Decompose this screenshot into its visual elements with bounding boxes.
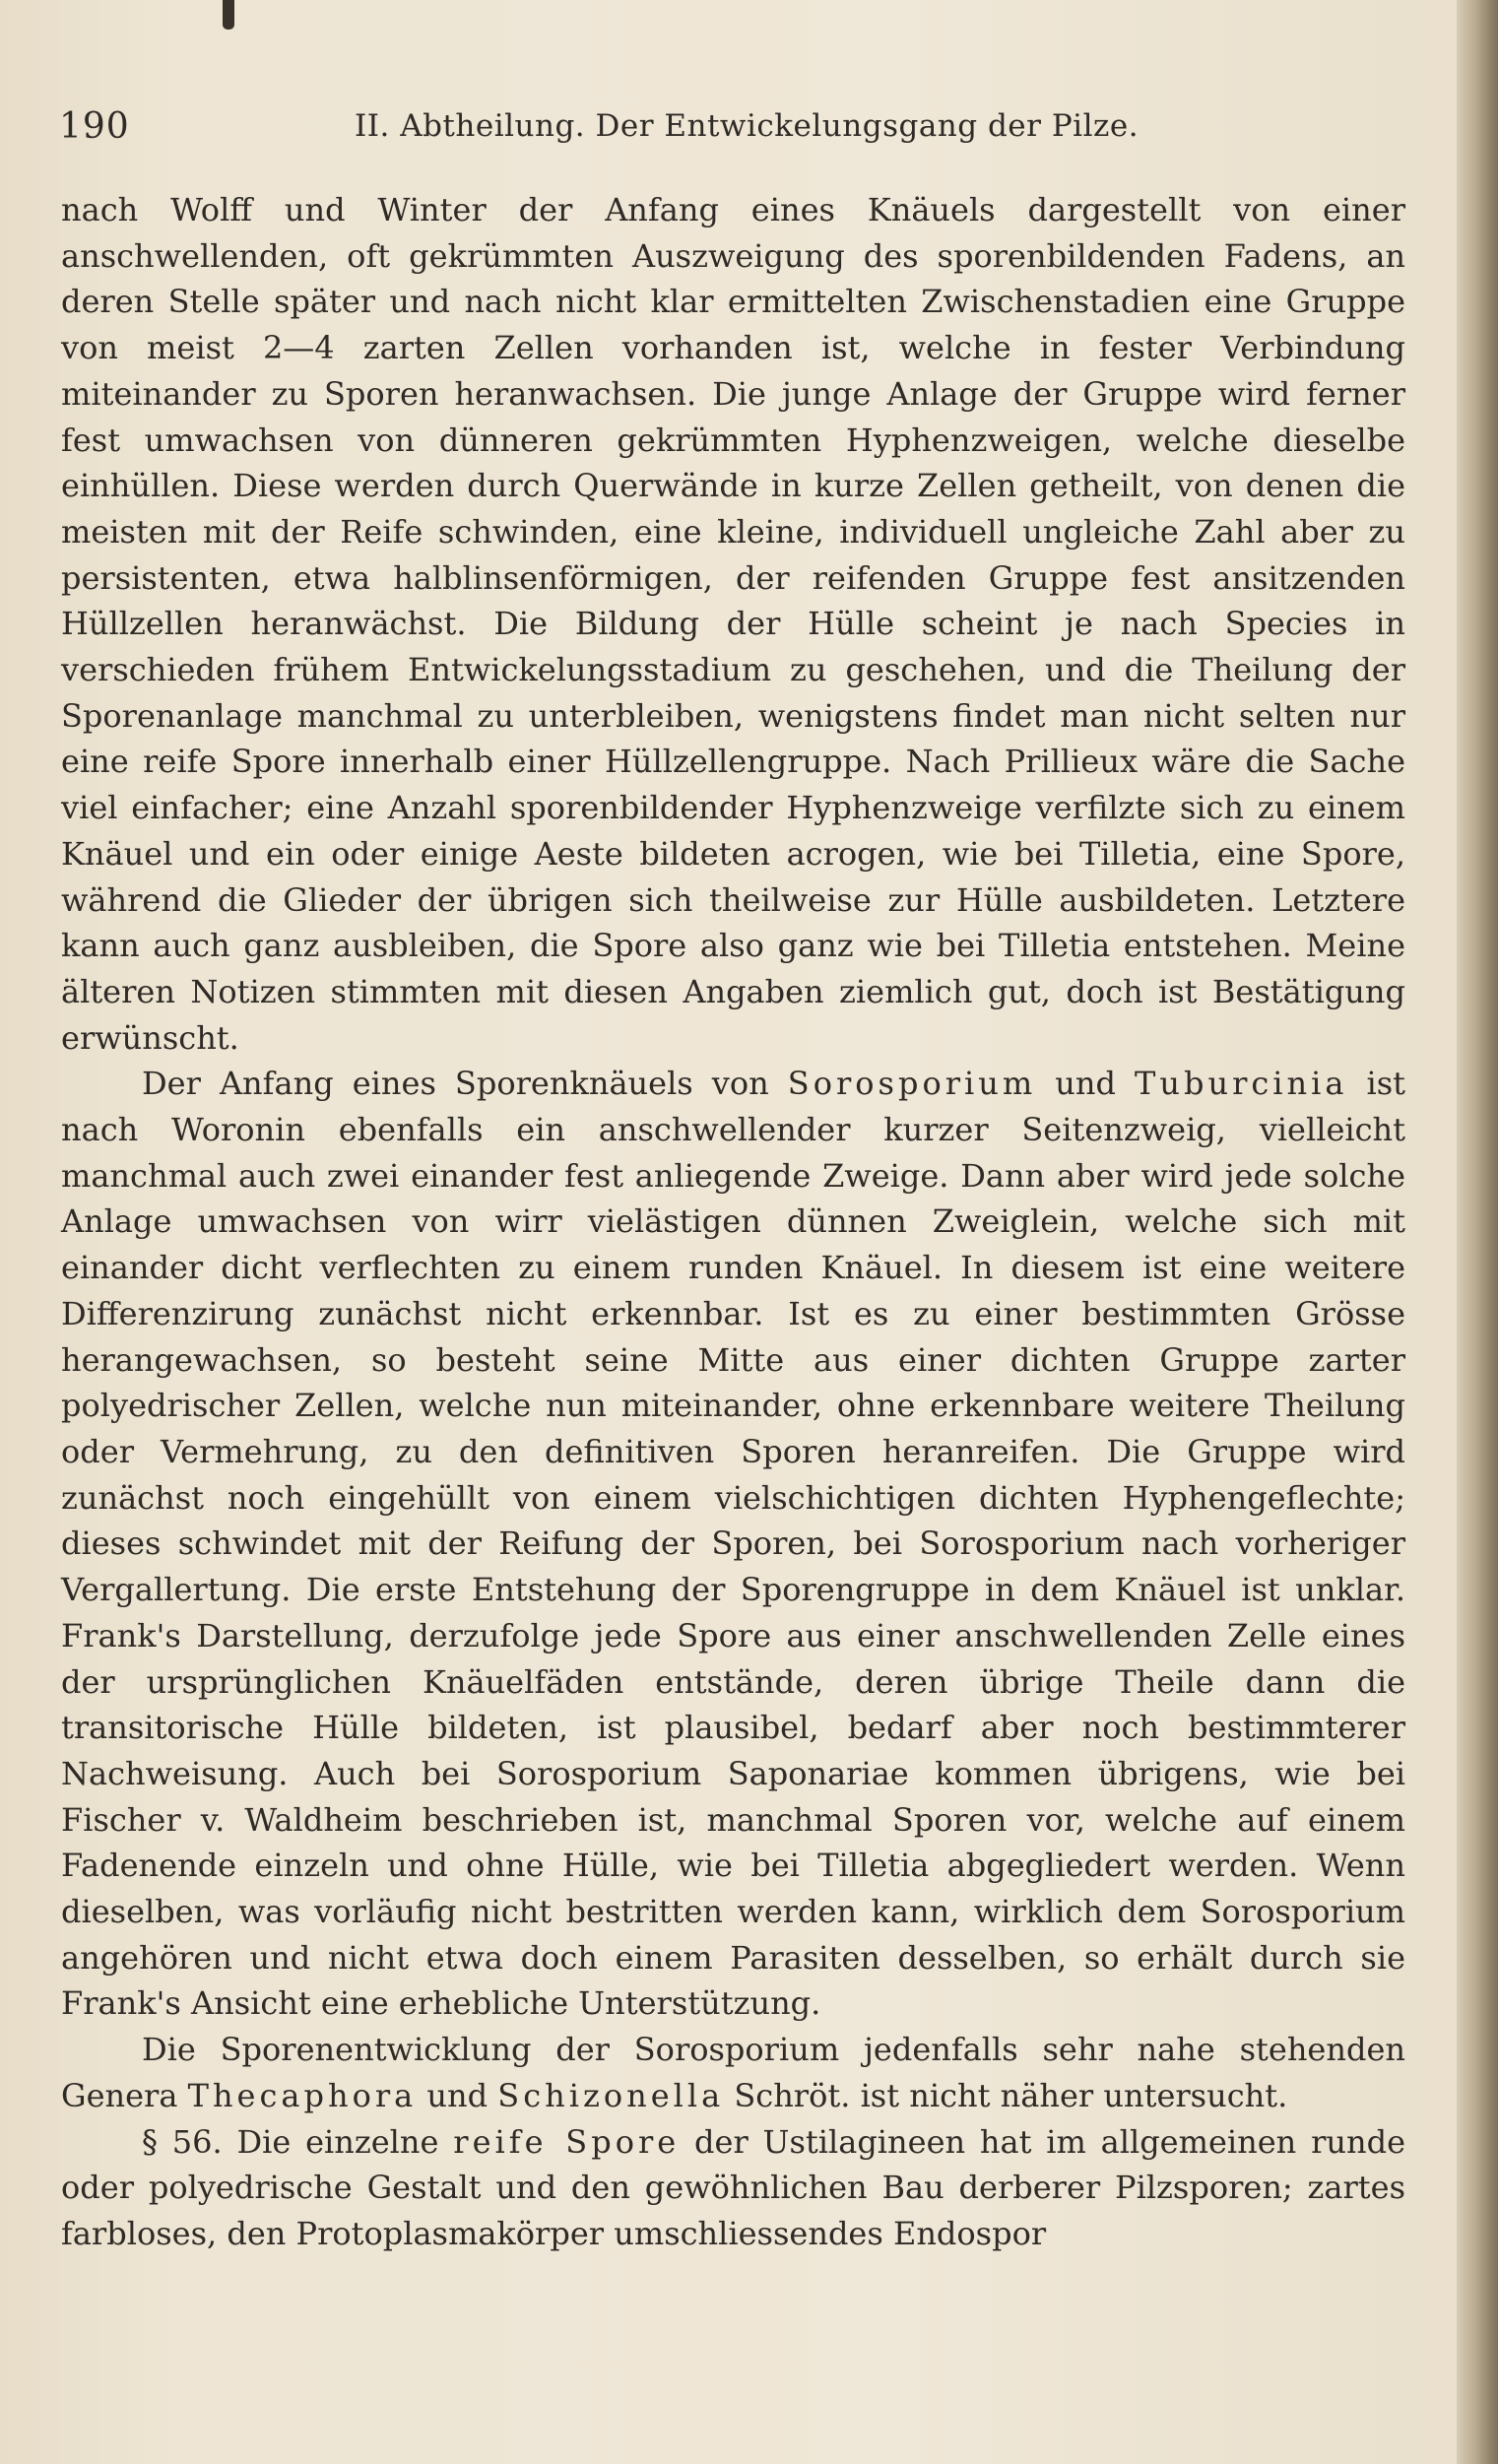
genus-name: Sorosporium (787, 1065, 1037, 1103)
paragraph-text: und (1055, 1065, 1116, 1103)
page-edge-shadow (1457, 0, 1498, 2464)
genus-name: Thecaphora (187, 2076, 418, 2114)
paragraph-text: und (426, 2076, 488, 2114)
paragraph-text: Schröt. ist nicht näher untersucht. (734, 2076, 1288, 2114)
paragraph-text: der Ustilagineen hat im allgemeinen runde oder polyedrische Gestalt und den gewöhnlichen Bau derberer Pilzsporen; zartes farbloses, den Protoplasmakörper umschliessendes Endospor (61, 2122, 1406, 2252)
paragraph-text: Der Anfang eines Sporenknäuels von (142, 1065, 769, 1103)
paragraph-text: ist nach Woronin ebenfalls ein anschwellender kurzer Seitenzweig, vielleicht manchmal auch zwei einander fest anliegende Zweige. Dann aber wird jede solche Anlage umwachsen von wirr vielästigen dünnen Zweiglein, welche sich mit einander dicht verflechten zu einem runden Knäuel. In diesem ist eine weitere Differenzirung zunächst nicht erkennbar. Ist es zu einer bestimmten Grösse herangewachsen, so besteht seine Mitte aus einer dichten Gruppe zarter polyedrischer Zellen, welche nun miteinander, ohne erkennbare weitere Theilung oder Vermehrung, zu den definitiven Sporen heranreifen. Die Gruppe wird zunächst noch eingehüllt von einem vielschichtigen dichten Hyphengeflechte; dieses schwindet mit der Reifung der Sporen, bei Sorosporium nach vorheriger Vergallertung. Die erste Entstehung der Sporengruppe in dem Knäuel ist unklar. Frank's Darstellung, derzufolge jede Spore aus einer anschwellenden Zelle eines der ursprünglichen Knäuelfäden entstände, deren übrige Theile dann die transitorische Hülle bildeten, ist plausibel, bedarf aber noch bestimmterer Nachweisung. Auch bei Sorosporium Saponariae kommen übrigens, wie bei Fischer v. Waldheim beschrieben ist, manchmal Sporen vor, welche auf einem Fadenende einzeln und ohne Hülle, wie bei Tilletia abgegliedert werden. Wenn dieselben, was vorläufig nicht bestritten werden kann, wirklich dem Sorosporium angehören und nicht etwa doch einem Parasiten desselben, so erhält durch sie Frank's Ansicht eine erhebliche Unterstützung. (61, 1065, 1406, 2023)
page-header (59, 106, 1408, 156)
genus-name: Tuburcinia (1135, 1065, 1348, 1103)
genus-name: Schizonella (497, 2076, 725, 2114)
paragraph-text: § 56. Die einzelne (142, 2122, 439, 2161)
running-head: II. Abtheilung. Der Entwickelungsgang der Pilze. (355, 108, 1140, 144)
emphasized-term: reife Spore (453, 2122, 681, 2161)
paragraph-continued: nach Wolff und Winter der Anfang eines Knäuels dargestellt von einer anschwellenden, oft gekrümmten Auszweigung des sporenbildenden Fadens, an deren Stelle später und nach nicht klar ermittelten Zwischenstadien eine Gruppe von meist 2—4 zarten Zellen vorhanden ist, welche in fester Verbindung miteinander zu Sporen heranwachsen. Die junge Anlage der Gruppe wird ferner fest umwachsen von dünneren gekrümmten Hyphenzweigen, welche dieselbe einhüllen. Diese werden durch Querwände in kurze Zellen getheilt, von denen die meisten mit der Reife schwinden, eine kleine, individuell ungleiche Zahl aber zu persistenten, etwa halblinsenförmigen, der reifenden Gruppe fest ansitzenden Hüllzellen heranwächst. Die Bildung der Hülle scheint je nach Species in verschieden frühem Entwickelungsstadium zu geschehen, und die Theilung der Sporenanlage manchmal zu unterbleiben, wenigstens findet man nicht selten nur eine reife Spore innerhalb einer Hüllzellengruppe. Nach Prillieux wäre die Sache viel einfacher; eine Anzahl sporenbildender Hyphenzweige verfilzte sich zu einem Knäuel und ein oder einige Aeste bildeten acrogen, wie bei Tilletia, eine Spore, während die Glieder der übrigen sich theilweise zur Hülle ausbildeten. Letztere kann auch ganz ausbleiben, die Spore also ganz wie bei Tilletia entstehen. Meine älteren Notizen stimmten mit diesen Angaben ziemlich gut, doch ist Bestätigung erwünscht. (61, 191, 1405, 1057)
body-text (61, 187, 1405, 2257)
ink-mark (223, 0, 234, 30)
paragraph-sorosporium (61, 1061, 1405, 2027)
paragraph-thecaphora (61, 2027, 1405, 2118)
paragraph-section-56 (61, 2119, 1405, 2257)
page-number: 190 (59, 106, 130, 147)
paragraph-text: Die Sporenentwicklung der Sorosporium jedenfalls sehr nahe stehenden Genera (61, 2031, 1405, 2114)
